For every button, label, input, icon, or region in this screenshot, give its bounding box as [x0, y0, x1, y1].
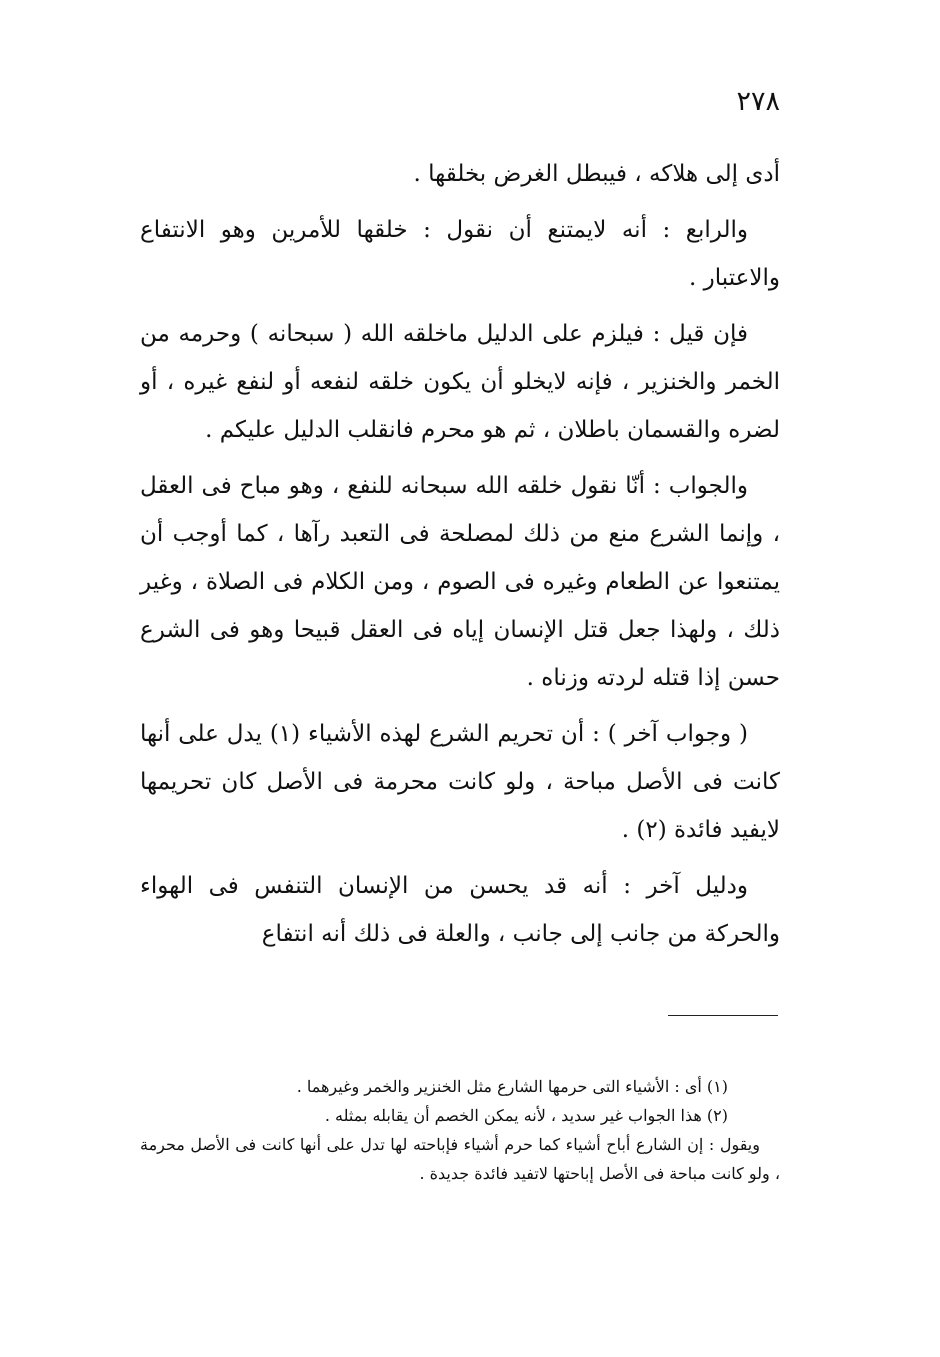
paragraph: أدى إلى هلاكه ، فيبطل الغرض بخلقها .	[413, 161, 780, 187]
footnote: ويقول : إن الشارع أباح أشياء كما حرم أشياء فإباحته لها تدل على أنها كانت فى الأصل محرمة ، ولو كانت مباحة فى الأصل إباحتها لاتفيد فائدة جديدة .	[140, 1135, 780, 1183]
main-text	[140, 150, 780, 966]
footnote-divider	[668, 1015, 778, 1016]
footnote: (٢) هذا الجواب غير سديد ، لأنه يمكن الخصم أن يقابله بمثله .	[324, 1106, 728, 1125]
footnotes	[140, 1072, 780, 1188]
page-number: ٢٧٨	[736, 86, 780, 117]
paragraph: والجواب : أنّا نقول خلقه الله سبحانه للنفع ، وهو مباح فى العقل ، وإنما الشرع منع من ذلك لمصلحة فى التعبد رآها ، كما أوجب أن يمتنعوا عن الطعام وغيره فى الصوم ، ومن الكلام فى الصلاة ، وغير ذلك ، ولهذا جعل قتل الإنسان إياه فى العقل قبيحا وهو فى الشرع حسن إذا قتله لردته وزناه .	[140, 473, 780, 691]
paragraph: ( وجواب آخر ) : أن تحريم الشرع لهذه الأشياء (١) يدل على أنها كانت فى الأصل مباحة ، ولو كانت محرمة فى الأصل كان تحريمها لايفيد فائدة (٢) .	[140, 721, 780, 843]
paragraph: فإن قيل : فيلزم على الدليل ماخلقه الله ( سبحانه ) وحرمه من الخمر والخنزير ، فإنه لايخلو أن يكون خلقه لنفعه أو لنفع غيره ، أو لضره والقسمان باطلان ، ثم هو محرم فانقلب الدليل عليكم .	[140, 321, 780, 443]
paragraph: ودليل آخر : أنه قد يحسن من الإنسان التنفس فى الهواء والحركة من جانب إلى جانب ، والعلة فى ذلك أنه انتفاع	[140, 873, 780, 947]
paragraph: والرابع : أنه لايمتنع أن نقول : خلقها للأمرين وهو الانتفاع والاعتبار .	[140, 217, 780, 291]
footnote: (١) أى : الأشياء التى حرمها الشارع مثل الخنزير والخمر وغيرهما .	[296, 1077, 728, 1096]
